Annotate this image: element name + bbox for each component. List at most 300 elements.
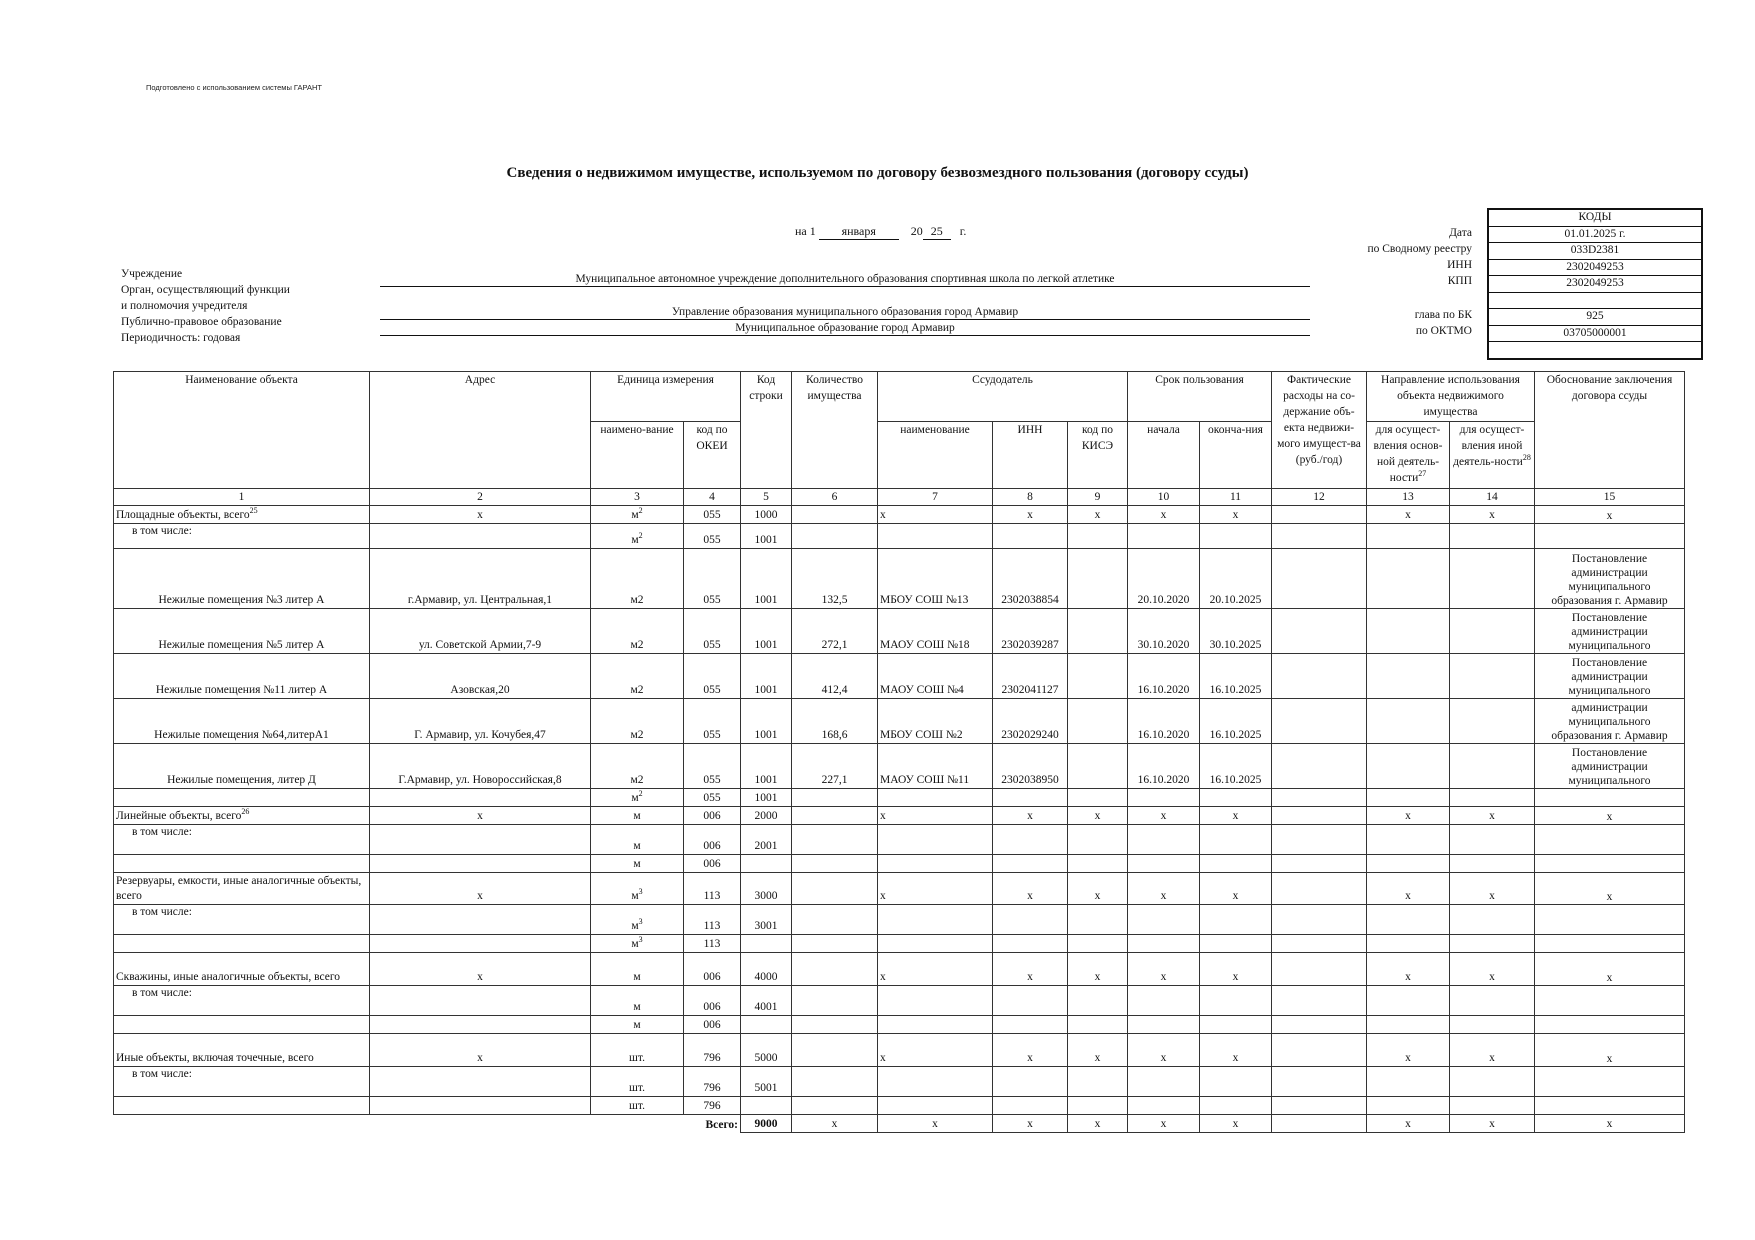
cell-c7 bbox=[878, 905, 993, 935]
table-row bbox=[114, 825, 1685, 855]
cell-c12 bbox=[1272, 506, 1367, 524]
cell-c15: х bbox=[1535, 506, 1685, 524]
cell-c4: 055 bbox=[684, 609, 741, 654]
cell-c15: х bbox=[1535, 953, 1685, 986]
cell-c7 bbox=[878, 1016, 993, 1034]
cell-c14: х bbox=[1450, 953, 1535, 986]
cell-c12 bbox=[1272, 654, 1367, 699]
unit-text: м bbox=[631, 509, 639, 521]
cell-c15: х bbox=[1535, 807, 1685, 825]
cell-c6 bbox=[792, 506, 878, 524]
cell-c4: 055 bbox=[684, 744, 741, 789]
cell-c15: Постановление администрации муниципального bbox=[1535, 609, 1685, 654]
cell-c7 bbox=[878, 935, 993, 953]
cell-c15: Постановление администрации муниципального bbox=[1535, 654, 1685, 699]
cell-c6 bbox=[792, 905, 878, 935]
cell-c6 bbox=[792, 986, 878, 1016]
cell-c2: г.Армавир, ул. Центральная,1 bbox=[370, 549, 591, 609]
cell-c12 bbox=[1272, 825, 1367, 855]
cell-c4: 113 bbox=[684, 905, 741, 935]
cell-c1 bbox=[114, 873, 370, 905]
cell-c13 bbox=[1367, 825, 1450, 855]
cell-c7: х bbox=[878, 807, 993, 825]
cell-c6 bbox=[792, 953, 878, 986]
cell-c1 bbox=[114, 1016, 370, 1034]
code-registry: 033D2381 bbox=[1488, 243, 1702, 260]
column-number: 1 bbox=[114, 489, 370, 506]
cell-c15 bbox=[1535, 855, 1685, 873]
cell-c6: 132,5 bbox=[792, 549, 878, 609]
header-expenses: Фактические расходы на со-держание объ-екта недвижи-мого имущест-ва (руб./год) bbox=[1272, 372, 1367, 489]
cell-c6 bbox=[792, 524, 878, 549]
cell-c2 bbox=[370, 855, 591, 873]
cell-c10: 30.10.2020 bbox=[1128, 609, 1200, 654]
cell-c1-text: Нежилые помещения, литер Д bbox=[167, 774, 316, 786]
unit-text: м bbox=[631, 534, 639, 546]
cell-c1 bbox=[114, 609, 370, 654]
cell-c7 bbox=[878, 524, 993, 549]
total-c5: 9000 bbox=[741, 1115, 792, 1133]
total-c10: х bbox=[1128, 1115, 1200, 1133]
code-label-kpp: КПП bbox=[1447, 275, 1472, 287]
cell-c1-text: в том числе: bbox=[132, 987, 192, 999]
table-row bbox=[114, 789, 1685, 807]
cell-c3 bbox=[591, 609, 684, 654]
unit-text: м bbox=[633, 1019, 641, 1031]
cell-c11: х bbox=[1200, 506, 1272, 524]
total-c13: х bbox=[1367, 1115, 1450, 1133]
column-number: 6 bbox=[792, 489, 878, 506]
cell-c15: х bbox=[1535, 1034, 1685, 1067]
cell-c2: х bbox=[370, 953, 591, 986]
cell-c3 bbox=[591, 986, 684, 1016]
cell-c13 bbox=[1367, 1016, 1450, 1034]
cell-c13 bbox=[1367, 699, 1450, 744]
unit-text: м2 bbox=[630, 639, 644, 651]
header-lender-kise: код по КИСЭ bbox=[1068, 422, 1128, 489]
cell-c9 bbox=[1068, 825, 1128, 855]
cell-c5: 2000 bbox=[741, 807, 792, 825]
cell-c12 bbox=[1272, 953, 1367, 986]
cell-c2 bbox=[370, 789, 591, 807]
cell-c2 bbox=[370, 1016, 591, 1034]
cell-c6 bbox=[792, 1016, 878, 1034]
cell-c9 bbox=[1068, 1016, 1128, 1034]
header-line-code: Код строки bbox=[741, 372, 792, 489]
cell-c12 bbox=[1272, 873, 1367, 905]
date-year: 25 bbox=[923, 224, 951, 240]
cell-c6: 227,1 bbox=[792, 744, 878, 789]
cell-c2: Азовская,20 bbox=[370, 654, 591, 699]
cell-c5: 3001 bbox=[741, 905, 792, 935]
column-number: 13 bbox=[1367, 489, 1450, 506]
header-address: Адрес bbox=[370, 372, 591, 489]
cell-c3 bbox=[591, 1016, 684, 1034]
cell-c11 bbox=[1200, 935, 1272, 953]
cell-c4: 113 bbox=[684, 873, 741, 905]
header-term-start: начала bbox=[1128, 422, 1200, 489]
unit-sup: 3 bbox=[638, 935, 643, 945]
cell-c1 bbox=[114, 699, 370, 744]
cell-c8 bbox=[993, 825, 1068, 855]
cell-c1-text: в том числе: bbox=[132, 826, 192, 838]
cell-c8: 2302038854 bbox=[993, 549, 1068, 609]
code-label-date: Дата bbox=[1449, 227, 1472, 239]
cell-c13 bbox=[1367, 789, 1450, 807]
cell-c8: 2302029240 bbox=[993, 699, 1068, 744]
cell-c13 bbox=[1367, 654, 1450, 699]
cell-c1 bbox=[114, 1097, 370, 1115]
unit-sup: 2 bbox=[638, 531, 643, 541]
cell-c9 bbox=[1068, 654, 1128, 699]
unit-text: м bbox=[631, 938, 639, 950]
cell-c1 bbox=[114, 1067, 370, 1097]
cell-c13 bbox=[1367, 935, 1450, 953]
total-c7: х bbox=[878, 1115, 993, 1133]
cell-c12 bbox=[1272, 1067, 1367, 1097]
cell-c6 bbox=[792, 1097, 878, 1115]
cell-c8 bbox=[993, 1067, 1068, 1097]
page-title: Сведения о недвижимом имуществе, используемом по договору безвозмездного пользования (договору ссуды) bbox=[506, 165, 1249, 181]
cell-c7 bbox=[878, 1067, 993, 1097]
cell-c1-text: Резервуары, емкости, иные аналогичные объекты, всего bbox=[116, 875, 362, 902]
unit-text: м bbox=[633, 840, 641, 852]
cell-c7: х bbox=[878, 873, 993, 905]
cell-c9 bbox=[1068, 1067, 1128, 1097]
cell-c5 bbox=[741, 1097, 792, 1115]
column-number: 5 bbox=[741, 489, 792, 506]
table-row bbox=[114, 873, 1685, 905]
cell-c14 bbox=[1450, 855, 1535, 873]
cell-c1 bbox=[114, 935, 370, 953]
cell-c7: х bbox=[878, 1034, 993, 1067]
cell-c8: х bbox=[993, 953, 1068, 986]
cell-c10: х bbox=[1128, 1034, 1200, 1067]
cell-c11 bbox=[1200, 1097, 1272, 1115]
cell-c9 bbox=[1068, 549, 1128, 609]
cell-c6 bbox=[792, 807, 878, 825]
cell-c14: х bbox=[1450, 1034, 1535, 1067]
cell-c13: х bbox=[1367, 1034, 1450, 1067]
cell-c7: х bbox=[878, 506, 993, 524]
total-c8: х bbox=[993, 1115, 1068, 1133]
cell-c1 bbox=[114, 1034, 370, 1067]
period-label: Периодичность: годовая bbox=[121, 332, 241, 344]
cell-c14 bbox=[1450, 1016, 1535, 1034]
cell-c10 bbox=[1128, 855, 1200, 873]
cell-c4: 006 bbox=[684, 855, 741, 873]
cell-c14 bbox=[1450, 1067, 1535, 1097]
cell-c7: МБОУ СОШ №2 bbox=[878, 699, 993, 744]
code-oktmo: 03705000001 bbox=[1488, 325, 1702, 342]
cell-c4: 055 bbox=[684, 524, 741, 549]
cell-c6: 272,1 bbox=[792, 609, 878, 654]
cell-c10 bbox=[1128, 905, 1200, 935]
code-label-oktmo: по ОКТМО bbox=[1415, 325, 1472, 337]
cell-c14 bbox=[1450, 986, 1535, 1016]
cell-c10 bbox=[1128, 524, 1200, 549]
cell-c11 bbox=[1200, 986, 1272, 1016]
cell-c14: х bbox=[1450, 506, 1535, 524]
cell-c1-text: Нежилые помещения №3 литер А bbox=[158, 594, 325, 606]
cell-c12 bbox=[1272, 855, 1367, 873]
cell-c4: 113 bbox=[684, 935, 741, 953]
unit-text: м bbox=[631, 890, 639, 902]
cell-c4: 055 bbox=[684, 789, 741, 807]
cell-c10 bbox=[1128, 1097, 1200, 1115]
cell-c6: 412,4 bbox=[792, 654, 878, 699]
cell-c8 bbox=[993, 986, 1068, 1016]
cell-c12 bbox=[1272, 1097, 1367, 1115]
unit-text: м2 bbox=[630, 594, 644, 606]
institution-value: Муниципальное автономное учреждение дополнительного образования спортивная школа по легкой атлетике bbox=[380, 272, 1310, 287]
cell-c13: х bbox=[1367, 873, 1450, 905]
cell-c1-text: Нежилые помещения №5 литер А bbox=[158, 639, 325, 651]
cell-c8 bbox=[993, 524, 1068, 549]
cell-c12 bbox=[1272, 789, 1367, 807]
cell-c7 bbox=[878, 986, 993, 1016]
header-unit-okei: код по ОКЕИ bbox=[684, 422, 741, 489]
cell-c10: 16.10.2020 bbox=[1128, 699, 1200, 744]
cell-c11: х bbox=[1200, 1034, 1272, 1067]
cell-c11 bbox=[1200, 524, 1272, 549]
cell-c14: х bbox=[1450, 807, 1535, 825]
cell-c1 bbox=[114, 855, 370, 873]
cell-c1-text: Нежилые помещения №11 литер А bbox=[155, 684, 328, 696]
cell-c1-text: Линейные объекты, всего bbox=[116, 810, 242, 822]
cell-c5: 4001 bbox=[741, 986, 792, 1016]
founder-value: Управление образования муниципального образования город Армавир bbox=[380, 305, 1310, 320]
cell-c13 bbox=[1367, 744, 1450, 789]
cell-c2 bbox=[370, 986, 591, 1016]
municipality-value: Муниципальное образование город Армавир bbox=[380, 321, 1310, 336]
cell-c2: Г.Армавир, ул. Новороссийская,8 bbox=[370, 744, 591, 789]
cell-c6 bbox=[792, 873, 878, 905]
code-empty bbox=[1488, 292, 1702, 309]
cell-c1 bbox=[114, 789, 370, 807]
unit-text: шт. bbox=[629, 1100, 645, 1112]
cell-c14 bbox=[1450, 789, 1535, 807]
founder-label-2: и полномочия учредителя bbox=[121, 300, 248, 312]
cell-c5 bbox=[741, 855, 792, 873]
cell-c15 bbox=[1535, 1097, 1685, 1115]
header-direction-other bbox=[1450, 422, 1535, 489]
cell-c13: х bbox=[1367, 807, 1450, 825]
cell-c10 bbox=[1128, 825, 1200, 855]
cell-c13 bbox=[1367, 986, 1450, 1016]
cell-c2 bbox=[370, 825, 591, 855]
cell-c9: х bbox=[1068, 953, 1128, 986]
cell-c11 bbox=[1200, 855, 1272, 873]
cell-c4: 006 bbox=[684, 953, 741, 986]
cell-c3 bbox=[591, 1034, 684, 1067]
cell-c8 bbox=[993, 935, 1068, 953]
cell-c8: х bbox=[993, 873, 1068, 905]
cell-c15 bbox=[1535, 789, 1685, 807]
cell-c10: х bbox=[1128, 506, 1200, 524]
cell-c4: 055 bbox=[684, 549, 741, 609]
unit-text: м bbox=[633, 858, 641, 870]
cell-c9 bbox=[1068, 524, 1128, 549]
cell-c13: х bbox=[1367, 506, 1450, 524]
cell-c4: 055 bbox=[684, 506, 741, 524]
cell-c10 bbox=[1128, 986, 1200, 1016]
unit-text: м bbox=[633, 1001, 641, 1013]
unit-text: м2 bbox=[630, 684, 644, 696]
cell-c3 bbox=[591, 935, 684, 953]
cell-c2: х bbox=[370, 873, 591, 905]
cell-c8: 2302039287 bbox=[993, 609, 1068, 654]
cell-c1-text: Площадные объекты, всего bbox=[116, 509, 250, 521]
cell-c3 bbox=[591, 654, 684, 699]
unit-sup: 2 bbox=[638, 506, 643, 516]
code-bk: 925 bbox=[1488, 309, 1702, 326]
cell-c9 bbox=[1068, 905, 1128, 935]
cell-c12 bbox=[1272, 609, 1367, 654]
header-lender-name: наименование bbox=[878, 422, 993, 489]
cell-c15 bbox=[1535, 1067, 1685, 1097]
table-row bbox=[114, 1067, 1685, 1097]
cell-c4: 055 bbox=[684, 654, 741, 699]
cell-c8 bbox=[993, 789, 1068, 807]
cell-c6 bbox=[792, 1034, 878, 1067]
cell-c12 bbox=[1272, 905, 1367, 935]
cell-c9 bbox=[1068, 744, 1128, 789]
code-kpp: 2302049253 bbox=[1488, 276, 1702, 293]
cell-c15: Постановление администрации муниципального образования г. Армавир bbox=[1535, 549, 1685, 609]
column-number: 7 bbox=[878, 489, 993, 506]
header-direction-main bbox=[1367, 422, 1450, 489]
cell-c14 bbox=[1450, 524, 1535, 549]
cell-c6 bbox=[792, 1067, 878, 1097]
cell-c13 bbox=[1367, 549, 1450, 609]
header-term-end: оконча-ния bbox=[1200, 422, 1272, 489]
column-number: 12 bbox=[1272, 489, 1367, 506]
cell-c11: 16.10.2025 bbox=[1200, 744, 1272, 789]
codes-header: КОДЫ bbox=[1488, 209, 1702, 226]
column-number: 2 bbox=[370, 489, 591, 506]
cell-c4: 006 bbox=[684, 1016, 741, 1034]
cell-c1-text: в том числе: bbox=[132, 906, 192, 918]
footnote-sup: 25 bbox=[249, 506, 258, 516]
cell-c12 bbox=[1272, 1034, 1367, 1067]
cell-c7 bbox=[878, 1097, 993, 1115]
cell-c11: 20.10.2025 bbox=[1200, 549, 1272, 609]
municipality-label: Публично-правовое образование bbox=[121, 316, 282, 328]
total-c9: х bbox=[1068, 1115, 1128, 1133]
cell-c4: 796 bbox=[684, 1034, 741, 1067]
garant-note: Подготовлено с использованием системы ГАРАНТ bbox=[146, 83, 322, 92]
cell-c1 bbox=[114, 744, 370, 789]
cell-c2 bbox=[370, 1097, 591, 1115]
cell-c15: администрации муниципального образования г. Армавир bbox=[1535, 699, 1685, 744]
total-c12 bbox=[1272, 1115, 1367, 1133]
cell-c13 bbox=[1367, 905, 1450, 935]
cell-c2: Г. Армавир, ул. Кочубея,47 bbox=[370, 699, 591, 744]
table-row bbox=[114, 905, 1685, 935]
cell-c5: 3000 bbox=[741, 873, 792, 905]
institution-label: Учреждение bbox=[121, 268, 183, 280]
cell-c4: 055 bbox=[684, 699, 741, 744]
column-number: 4 bbox=[684, 489, 741, 506]
column-number: 8 bbox=[993, 489, 1068, 506]
cell-c1 bbox=[114, 953, 370, 986]
cell-c8 bbox=[993, 1016, 1068, 1034]
cell-c13 bbox=[1367, 855, 1450, 873]
cell-c9: х bbox=[1068, 1034, 1128, 1067]
cell-c6: 168,6 bbox=[792, 699, 878, 744]
cell-c5: 1001 bbox=[741, 699, 792, 744]
cell-c9: х bbox=[1068, 873, 1128, 905]
table-row bbox=[114, 1016, 1685, 1034]
cell-c14 bbox=[1450, 699, 1535, 744]
cell-c3 bbox=[591, 1097, 684, 1115]
header-direction: Направление использования объекта недвижимого имущества bbox=[1367, 372, 1535, 422]
cell-c5 bbox=[741, 935, 792, 953]
cell-c13 bbox=[1367, 609, 1450, 654]
table-row bbox=[114, 699, 1685, 744]
cell-c7 bbox=[878, 825, 993, 855]
header-unit-name: наимено-вание bbox=[591, 422, 684, 489]
report-date bbox=[795, 224, 966, 240]
table-row bbox=[114, 549, 1685, 609]
cell-c10: 16.10.2020 bbox=[1128, 654, 1200, 699]
founder-label-1: Орган, осуществляющий функции bbox=[121, 284, 290, 296]
cell-c8 bbox=[993, 855, 1068, 873]
header-quantity: Количество имущества bbox=[792, 372, 878, 489]
cell-c15 bbox=[1535, 986, 1685, 1016]
cell-c11 bbox=[1200, 905, 1272, 935]
cell-c3 bbox=[591, 549, 684, 609]
cell-c1 bbox=[114, 905, 370, 935]
cell-c6 bbox=[792, 855, 878, 873]
column-number: 15 bbox=[1535, 489, 1685, 506]
table-row bbox=[114, 986, 1685, 1016]
cell-c8: х bbox=[993, 807, 1068, 825]
table-row bbox=[114, 506, 1685, 524]
header-lender-inn: ИНН bbox=[993, 422, 1068, 489]
cell-c10: х bbox=[1128, 873, 1200, 905]
cell-c1-text: в том числе: bbox=[132, 525, 192, 537]
cell-c1 bbox=[114, 549, 370, 609]
total-c11: х bbox=[1200, 1115, 1272, 1133]
table-row bbox=[114, 524, 1685, 549]
column-number: 10 bbox=[1128, 489, 1200, 506]
cell-c4: 796 bbox=[684, 1067, 741, 1097]
cell-c5: 1001 bbox=[741, 744, 792, 789]
cell-c9 bbox=[1068, 935, 1128, 953]
cell-c4: 006 bbox=[684, 825, 741, 855]
cell-c14 bbox=[1450, 654, 1535, 699]
total-row bbox=[114, 1115, 1685, 1133]
cell-c8: х bbox=[993, 506, 1068, 524]
cell-c1 bbox=[114, 825, 370, 855]
unit-text: шт. bbox=[629, 1052, 645, 1064]
table-row bbox=[114, 609, 1685, 654]
cell-c5: 1001 bbox=[741, 609, 792, 654]
cell-c2 bbox=[370, 1067, 591, 1097]
cell-c3 bbox=[591, 789, 684, 807]
cell-c12 bbox=[1272, 549, 1367, 609]
cell-c15 bbox=[1535, 825, 1685, 855]
cell-c10 bbox=[1128, 1067, 1200, 1097]
cell-c13 bbox=[1367, 1067, 1450, 1097]
unit-text: м2 bbox=[630, 774, 644, 786]
cell-c12 bbox=[1272, 935, 1367, 953]
cell-c15 bbox=[1535, 1016, 1685, 1034]
unit-text: м2 bbox=[630, 729, 644, 741]
cell-c15 bbox=[1535, 935, 1685, 953]
